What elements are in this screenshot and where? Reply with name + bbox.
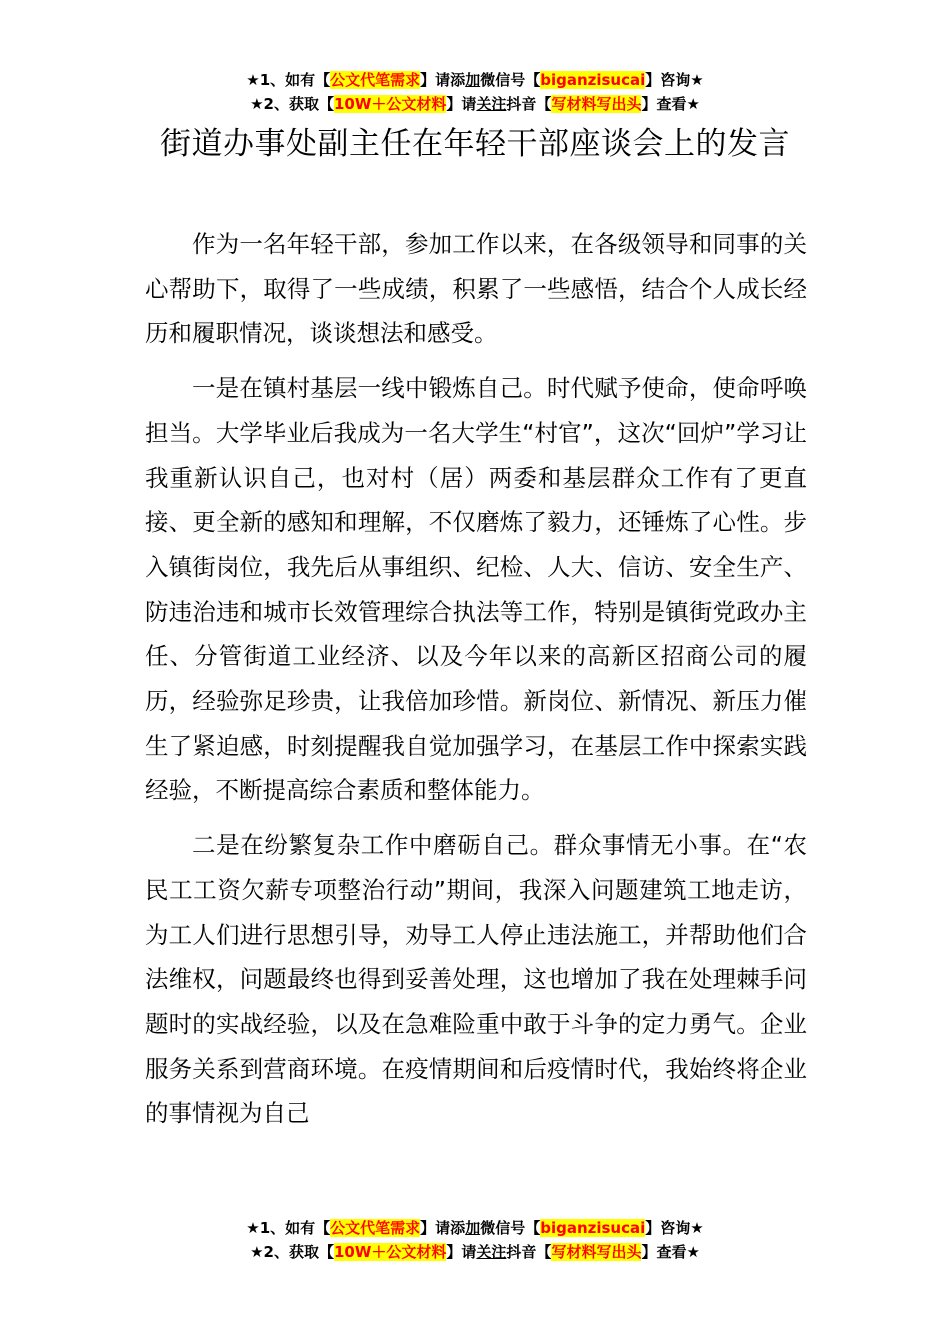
promo-line-1	[0, 1216, 950, 1240]
promo-text: 】查看★	[641, 1243, 700, 1261]
promo-text: 】请	[446, 1243, 477, 1261]
promo-banner-top	[0, 68, 950, 116]
promo-emphasis: 关注	[476, 1243, 507, 1261]
promo-emphasis: 加	[465, 71, 481, 89]
promo-line-2	[0, 1240, 950, 1264]
paragraph-point-2: 二是在纷繁复杂工作中磨砺自己。群众事情无小事。在“农民工工资欠薪专项整治行动”期间，我深入问题建筑工地走访，为工人们进行思想引导，劝导工人停止违法施工，并帮助他们合法维权，问题最终也得到妥善处理，这也增加了我在处理棘手问题时的实战经验，以及在急难险重中敢于斗争的定力勇气。企业服务关系到营商环境。在疫情期间和后疫情时代，我始终将企业的事情视为自己	[145, 831, 807, 1128]
promo-text: 】请添	[420, 71, 466, 89]
promo-highlight: biganzisucai	[540, 71, 646, 89]
promo-text: 抖音【	[506, 95, 552, 113]
promo-highlight: 公文代笔需求	[330, 1219, 421, 1237]
promo-text: 】请	[446, 95, 477, 113]
promo-emphasis: 关注	[476, 95, 507, 113]
document-title: 街道办事处副主任在年轻干部座谈会上的发言	[160, 126, 790, 162]
promo-text: 微信号【	[480, 71, 541, 89]
promo-text: ★1、如有【	[246, 71, 331, 89]
promo-highlight: 10W＋公文材料	[333, 1243, 447, 1261]
promo-banner-bottom	[0, 1216, 950, 1264]
promo-text: 微信号【	[480, 1219, 541, 1237]
promo-text: 抖音【	[506, 1243, 552, 1261]
promo-highlight: 10W＋公文材料	[333, 95, 447, 113]
promo-emphasis: 加	[465, 1219, 481, 1237]
promo-text: ★2、获取【	[250, 95, 334, 113]
promo-line-2	[0, 92, 950, 116]
promo-highlight: 写材料写出头	[551, 95, 642, 113]
promo-line-1	[0, 68, 950, 92]
paragraph-point-1: 一是在镇村基层一线中锻炼自己。时代赋予使命，使命呼唤担当。大学毕业后我成为一名大学生“村官”，这次“回炉”学习让我重新认识自己，也对村（居）两委和基层群众工作有了更直接、更全新的感知和理解，不仅磨炼了毅力，还锤炼了心性。步入镇街岗位，我先后从事组织、纪检、人大、信访、安全生产、防违治违和城市长效管理综合执法等工作，特别是镇街党政办主任、分管街道工业经济、以及今年以来的高新区招商公司的履历，经验弥足珍贵，让我倍加珍惜。新岗位、新情况、新压力催生了紧迫感，时刻提醒我自觉加强学习，在基层工作中探索实践经验，不断提高综合素质和整体能力。	[145, 374, 807, 805]
promo-text: 】查看★	[641, 95, 700, 113]
promo-highlight: 写材料写出头	[551, 1243, 642, 1261]
promo-text: ★1、如有【	[246, 1219, 331, 1237]
promo-highlight: biganzisucai	[540, 1219, 646, 1237]
promo-text: ★2、获取【	[250, 1243, 334, 1261]
promo-text: 】咨询★	[645, 1219, 704, 1237]
promo-highlight: 公文代笔需求	[330, 71, 421, 89]
document-body	[145, 222, 807, 1146]
paragraph-intro: 作为一名年轻干部，参加工作以来，在各级领导和同事的关心帮助下，取得了一些成绩，积累了一些感悟，结合个人成长经历和履职情况，谈谈想法和感受。	[145, 230, 807, 348]
promo-text: 】请添	[420, 1219, 466, 1237]
promo-text: 】咨询★	[645, 71, 704, 89]
